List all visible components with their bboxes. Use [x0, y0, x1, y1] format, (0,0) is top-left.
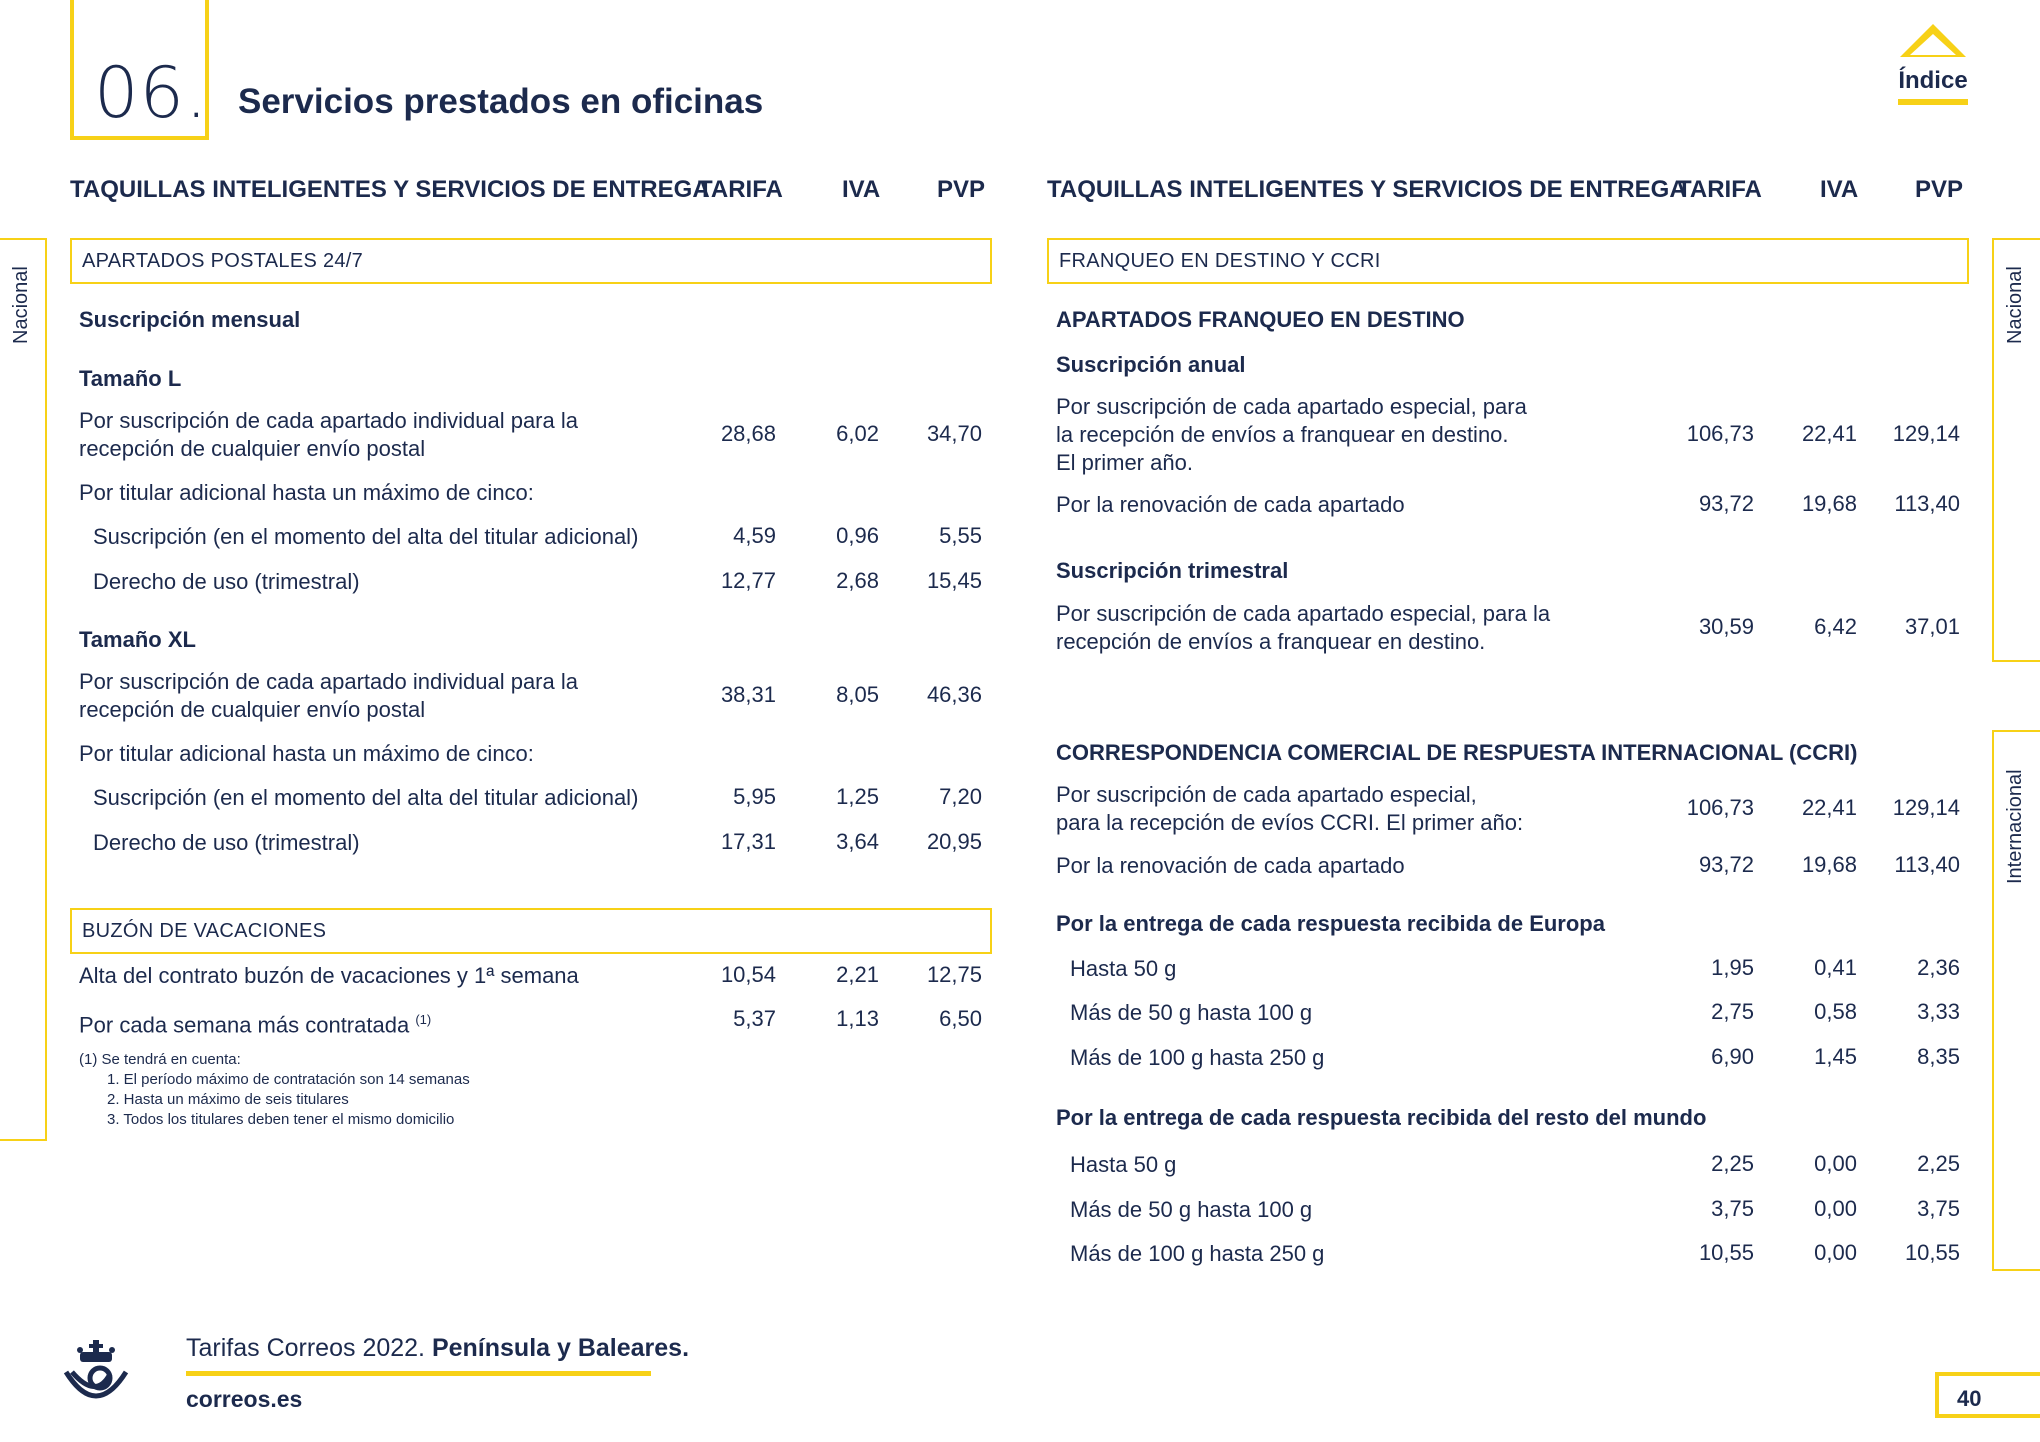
side-tab-label: Nacional — [2004, 266, 2026, 344]
subheading-resto-mundo: Por la entrega de cada respuesta recibida del resto del mundo — [1056, 1105, 1707, 1130]
row-tarifa: 3,75 — [1711, 1196, 1754, 1221]
row-iva: 6,02 — [836, 421, 879, 446]
row-tarifa: 106,73 — [1686, 421, 1754, 446]
col-tarifa-right: TARIFA — [1677, 176, 1762, 203]
row-label: Por titular adicional hasta un máximo de cinco: — [79, 480, 534, 505]
row-iva: 8,05 — [836, 682, 879, 707]
row-label: Por la renovación de cada apartado — [1056, 492, 1405, 517]
row-tarifa: 38,31 — [720, 682, 776, 707]
row-pvp: 34,70 — [926, 421, 982, 446]
col-iva-left: IVA — [842, 176, 881, 203]
row-tarifa: 12,77 — [720, 568, 776, 593]
footnote-marker: (1) — [415, 1012, 432, 1027]
column-heading-right: TAQUILLAS INTELIGENTES Y SERVICIOS DE ENTREGA — [1047, 176, 1687, 203]
row-iva: 22,41 — [1801, 795, 1857, 820]
row-tarifa: 10,54 — [720, 962, 776, 987]
footer-text — [186, 1334, 689, 1363]
footnote-line: 2. Hasta un máximo de seis titulares — [107, 1091, 349, 1108]
row-tarifa: 5,95 — [733, 784, 776, 809]
section-label: BUZÓN DE VACACIONES — [82, 920, 327, 942]
side-tab-label: Nacional — [10, 266, 32, 344]
subheading-europa: Por la entrega de cada respuesta recibida de Europa — [1056, 911, 1605, 936]
row-label: Suscripción (en el momento del alta del titular adicional) — [93, 524, 639, 549]
row-label: Más de 50 g hasta 100 g — [1070, 1197, 1313, 1222]
triangle-home-icon — [1900, 24, 1966, 57]
row-label: Por cada semana más contratada $^{(1)}$ — [79, 1012, 432, 1038]
row-iva: 1,45 — [1814, 1044, 1857, 1069]
row-pvp: 20,95 — [926, 829, 982, 854]
row-tarifa: 2,75 — [1711, 999, 1754, 1024]
page-title: Servicios prestados en oficinas — [238, 82, 764, 121]
row-iva: 0,58 — [1814, 999, 1857, 1024]
row-pvp: 113,40 — [1894, 491, 1960, 516]
side-tab-nacional-left[interactable] — [0, 238, 47, 1141]
row-pvp: 10,55 — [1904, 1240, 1960, 1265]
row-pvp: 113,40 — [1894, 852, 1960, 877]
row-tarifa: 10,55 — [1698, 1240, 1754, 1265]
row-pvp: 3,75 — [1917, 1196, 1960, 1221]
index-link[interactable] — [1898, 24, 1968, 105]
row-pvp: 46,36 — [926, 682, 982, 707]
row-tarifa: 1,95 — [1711, 955, 1754, 980]
row-pvp: 3,33 — [1917, 999, 1960, 1024]
section-number: 06. — [94, 52, 209, 134]
row-tarifa: 106,73 — [1686, 795, 1754, 820]
row-pvp: 8,35 — [1917, 1044, 1960, 1069]
index-label: Índice — [1898, 67, 1968, 94]
section-label: APARTADOS POSTALES 24/7 — [82, 250, 364, 272]
row-tarifa: 93,72 — [1698, 852, 1754, 877]
correos-crown-horn-logo — [58, 1340, 134, 1408]
row-pvp: 5,55 — [939, 523, 982, 548]
row-pvp: 2,36 — [1917, 955, 1960, 980]
row-pvp: 7,20 — [939, 784, 982, 809]
index-underline — [1898, 99, 1968, 105]
row-tarifa: 4,59 — [733, 523, 776, 548]
row-tarifa: 28,68 — [720, 421, 776, 446]
footnote-line: 3. Todos los titulares deben tener el mismo domicilio — [107, 1111, 455, 1128]
footnote — [79, 1050, 470, 1130]
row-label: Más de 100 g hasta 250 g — [1070, 1241, 1325, 1266]
row-tarifa: 2,25 — [1711, 1151, 1754, 1176]
footer-underline — [186, 1371, 651, 1376]
row-iva: 0,00 — [1814, 1151, 1857, 1176]
heading-apartados-franqueo: APARTADOS FRANQUEO EN DESTINO — [1056, 307, 1465, 332]
row-label: Derecho de uso (trimestral) — [93, 830, 360, 855]
col-pvp-left: PVP — [937, 176, 986, 203]
row-pvp: 129,14 — [1892, 795, 1960, 820]
col-pvp-right: PVP — [1915, 176, 1964, 203]
subheading-tamano-l: Tamaño L — [79, 366, 182, 391]
row-iva: 0,00 — [1814, 1240, 1857, 1265]
row-iva: 1,13 — [836, 1006, 879, 1031]
row-label: Hasta 50 g — [1070, 1152, 1177, 1177]
footer-website-link[interactable]: correos.es — [186, 1386, 303, 1412]
row-label: Por suscripción de cada apartado especial, para la recepción de evíos CCRI. El primer año: — [1056, 782, 1524, 835]
row-iva: 6,42 — [1814, 614, 1857, 639]
row-label: Hasta 50 g — [1070, 956, 1177, 981]
heading-ccri: CORRESPONDENCIA COMERCIAL DE RESPUESTA INTERNACIONAL (CCRI) — [1056, 740, 1858, 765]
section-label: FRANQUEO EN DESTINO Y CCRI — [1059, 250, 1381, 272]
row-iva: 19,68 — [1801, 491, 1857, 516]
row-iva: 1,25 — [836, 784, 879, 809]
row-pvp: 12,75 — [926, 962, 982, 987]
row-label: Por suscripción de cada apartado especial, para la recepción de envíos a franquear en destino. — [1056, 601, 1551, 654]
row-tarifa: 30,59 — [1698, 614, 1754, 639]
footnote-line: (1) Se tendrá en cuenta: — [79, 1051, 241, 1068]
section-box-buzon — [70, 908, 992, 954]
row-pvp: 129,14 — [1892, 421, 1960, 446]
row-label: Suscripción (en el momento del alta del titular adicional) — [93, 785, 639, 810]
row-iva: 19,68 — [1801, 852, 1857, 877]
subheading-suscripcion-anual: Suscripción anual — [1056, 352, 1246, 377]
subheading-suscripcion-mensual: Suscripción mensual — [79, 307, 301, 332]
row-tarifa: 93,72 — [1698, 491, 1754, 516]
row-pvp: 6,50 — [939, 1006, 982, 1031]
section-box-apartados — [70, 238, 992, 284]
row-label: Por suscripción de cada apartado individual para la recepción de cualquier envío postal — [79, 669, 578, 722]
row-pvp: 37,01 — [1904, 614, 1960, 639]
side-tab-label: Internacional — [2004, 769, 2026, 884]
row-label: Más de 100 g hasta 250 g — [1070, 1045, 1325, 1070]
footer-tarifas: Tarifas Correos 2022. — [186, 1334, 432, 1362]
row-label: Más de 50 g hasta 100 g — [1070, 1000, 1313, 1025]
side-tab-nacional-right[interactable] — [1992, 238, 2040, 662]
row-iva: 2,21 — [836, 962, 879, 987]
row-label: Por titular adicional hasta un máximo de cinco: — [79, 741, 534, 766]
side-tab-internacional-right[interactable] — [1992, 730, 2040, 1271]
row-tarifa: 6,90 — [1711, 1044, 1754, 1069]
section-number-box — [70, 0, 209, 140]
row-tarifa: 5,37 — [733, 1006, 776, 1031]
row-label: Derecho de uso (trimestral) — [93, 569, 360, 594]
row-iva: 0,00 — [1814, 1196, 1857, 1221]
row-iva: 22,41 — [1801, 421, 1857, 446]
row-iva: 0,96 — [836, 523, 879, 548]
row-label: Alta del contrato buzón de vacaciones y 1ª semana — [79, 963, 579, 988]
footer-region: Península y Baleares. — [431, 1334, 690, 1362]
footnote-line: 1. El período máximo de contratación son 14 semanas — [107, 1071, 470, 1088]
section-box-franqueo — [1047, 238, 1969, 284]
row-label: Por suscripción de cada apartado especial, para la recepción de envíos a franquear en destino. El primer año. — [1056, 394, 1527, 475]
row-pvp: 2,25 — [1917, 1151, 1960, 1176]
row-pvp: 15,45 — [926, 568, 982, 593]
col-tarifa-left: TARIFA — [698, 176, 783, 203]
row-iva: 3,64 — [836, 829, 879, 854]
row-iva: 0,41 — [1814, 955, 1857, 980]
column-heading-left: TAQUILLAS INTELIGENTES Y SERVICIOS DE ENTREGA — [70, 176, 710, 203]
subheading-tamano-xl: Tamaño XL — [79, 627, 196, 652]
page-number: 40 — [1935, 1372, 2040, 1418]
row-label: Por la renovación de cada apartado — [1056, 853, 1405, 878]
col-iva-right: IVA — [1820, 176, 1859, 203]
row-tarifa: 17,31 — [720, 829, 776, 854]
subheading-suscripcion-trimestral: Suscripción trimestral — [1056, 558, 1289, 583]
row-iva: 2,68 — [836, 568, 879, 593]
row-label: Por suscripción de cada apartado individual para la recepción de cualquier envío postal — [79, 408, 578, 461]
